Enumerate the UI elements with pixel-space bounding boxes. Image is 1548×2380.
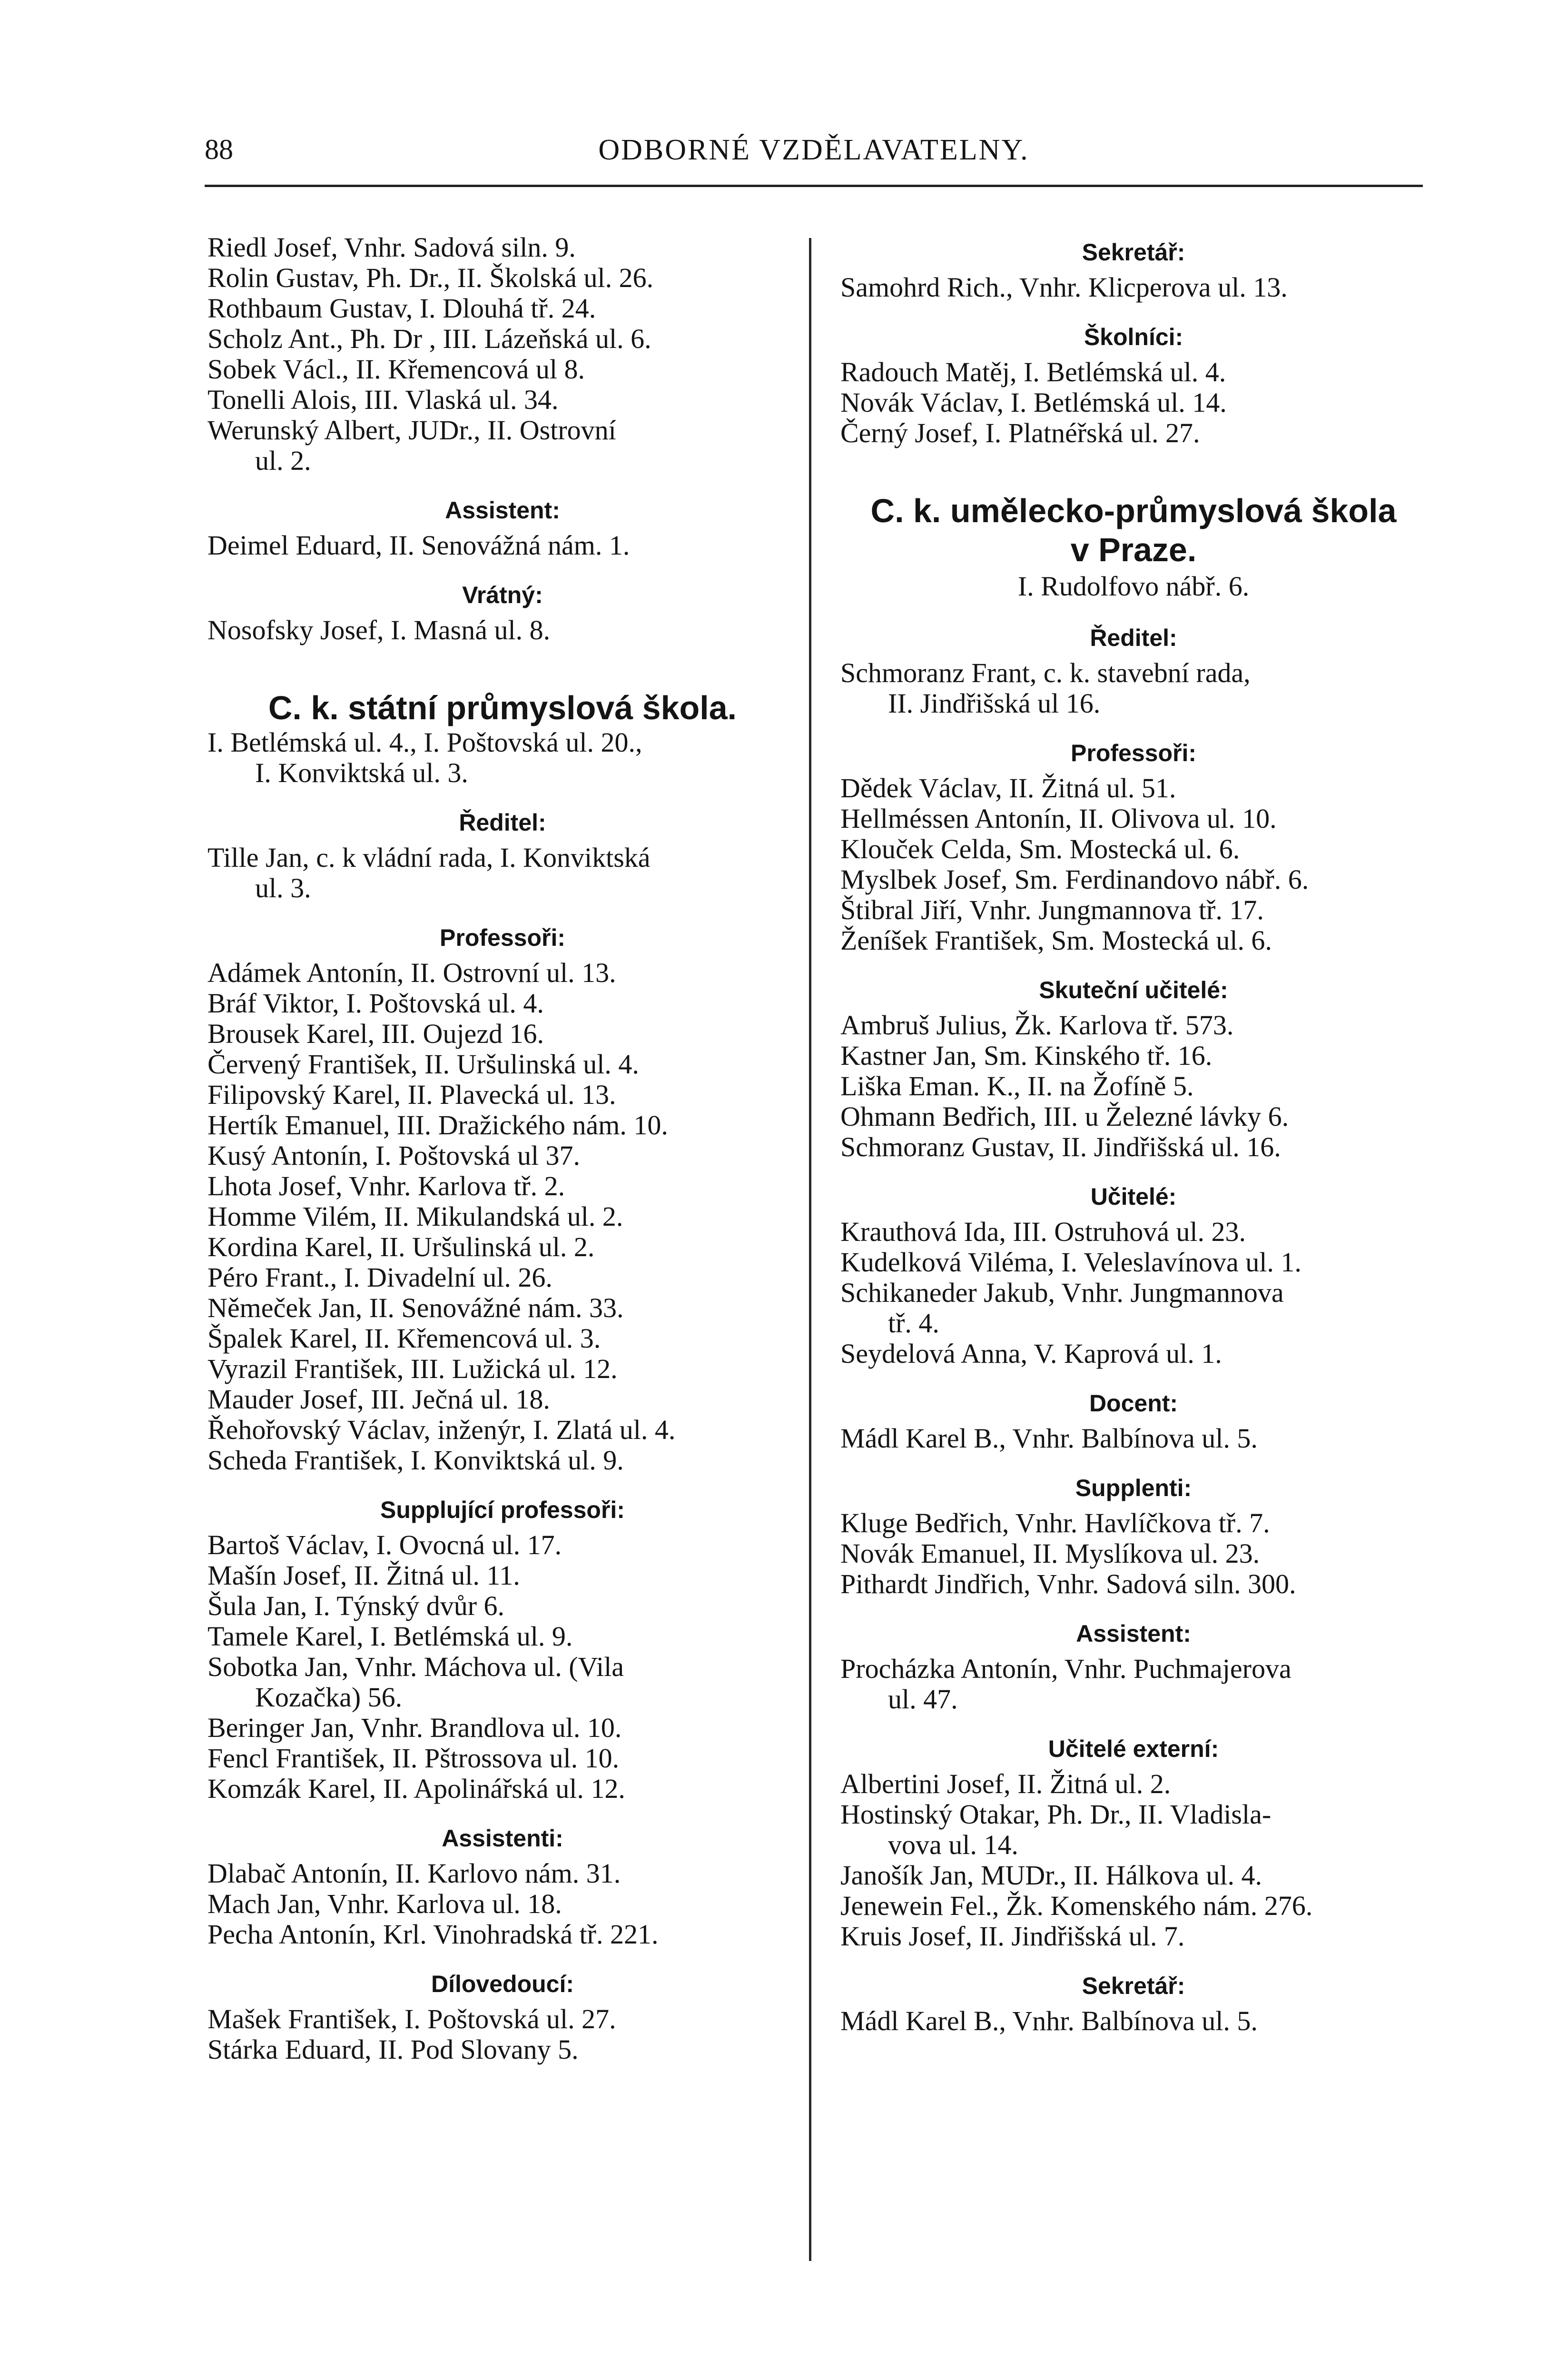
directory-entry: Černý Josef, I. Platnéřská ul. 27.	[840, 417, 1200, 448]
running-title: ODBORNÉ VZDĚLAVATELNY.	[598, 134, 1029, 166]
column-divider	[809, 238, 811, 2261]
directory-entry: Sobek Václ., II. Křemencová ul 8.	[207, 354, 585, 385]
directory-entry: Červený František, II. Uršulinská ul. 4.	[207, 1049, 639, 1080]
section-heading: Vrátný:	[462, 582, 543, 608]
directory-entry: Procházka Antonín, Vnhr. Puchmajerova	[840, 1653, 1292, 1684]
directory-entry: Tille Jan, c. k vládní rada, I. Konviktská	[207, 842, 651, 873]
right-column	[840, 232, 1427, 2036]
directory-entry: Péro Frant., I. Divadelní ul. 26.	[207, 1262, 552, 1293]
directory-entry: Mauder Josef, III. Ječná ul. 18.	[207, 1384, 550, 1415]
directory-entry: I. Betlémská ul. 4., I. Poštovská ul. 20.,	[207, 727, 642, 758]
directory-entry: Mach Jan, Vnhr. Karlova ul. 18.	[207, 1888, 562, 1919]
directory-entry: Schmoranz Frant, c. k. stavební rada,	[840, 657, 1251, 688]
directory-entry: Stárka Eduard, II. Pod Slovany 5.	[207, 2034, 579, 2065]
section-heading: Docent:	[1089, 1390, 1178, 1417]
directory-entry: Werunský Albert, JUDr., II. Ostrovní	[207, 415, 616, 446]
entry-continuation: tř. 4.	[888, 1308, 939, 1339]
directory-entry: Liška Eman. K., II. na Žofíně 5.	[840, 1071, 1194, 1101]
directory-entry: Novák Václav, I. Betlémská ul. 14.	[840, 387, 1227, 418]
directory-entry: Bráf Viktor, I. Poštovská ul. 4.	[207, 988, 544, 1019]
directory-entry: Radouch Matěj, I. Betlémská ul. 4.	[840, 357, 1226, 387]
directory-entry: Ohmann Bedřich, III. u Železné lávky 6.	[840, 1101, 1289, 1132]
section-heading: Supplující professoři:	[380, 1497, 625, 1523]
directory-entry: Pecha Antonín, Krl. Vinohradská tř. 221.	[207, 1919, 659, 1950]
directory-entry: Brousek Karel, III. Oujezd 16.	[207, 1018, 544, 1049]
section-heading: Učitelé:	[1090, 1183, 1177, 1210]
section-heading: Dílovedoucí:	[431, 1971, 574, 1997]
directory-entry: Kruis Josef, II. Jindřišská ul. 7.	[840, 1921, 1185, 1952]
directory-entry: Kordina Karel, II. Uršulinská ul. 2.	[207, 1231, 595, 1262]
directory-entry: Kluge Bedřich, Vnhr. Havlíčkova tř. 7.	[840, 1507, 1270, 1538]
directory-entry: Klouček Celda, Sm. Mostecká ul. 6.	[840, 833, 1240, 864]
directory-entry: Seydelová Anna, V. Kaprová ul. 1.	[840, 1338, 1222, 1369]
page-number: 88	[205, 134, 233, 165]
entry-continuation: ul. 2.	[255, 445, 311, 476]
directory-entry: Hellméssen Antonín, II. Olivova ul. 10.	[840, 803, 1277, 834]
school-address: I. Rudolfovo nábř. 6.	[1017, 571, 1250, 602]
directory-entry: Deimel Eduard, II. Senovážná nám. 1.	[207, 530, 630, 561]
directory-entry: Jenewein Fel., Žk. Komenského nám. 276.	[840, 1890, 1313, 1921]
page-header	[205, 133, 1423, 171]
directory-entry: Beringer Jan, Vnhr. Brandlova ul. 10.	[207, 1712, 622, 1743]
directory-entry: Novák Emanuel, II. Myslíkova ul. 23.	[840, 1538, 1260, 1569]
directory-entry: Rothbaum Gustav, I. Dlouhá tř. 24.	[207, 293, 596, 324]
directory-entry: Mašek František, I. Poštovská ul. 27.	[207, 2003, 616, 2034]
directory-entry: Nosofsky Josef, I. Masná ul. 8.	[207, 615, 551, 645]
directory-entry: Dlabač Antonín, II. Karlovo nám. 31.	[207, 1858, 621, 1889]
directory-entry: Hertík Emanuel, III. Dražického nám. 10.	[207, 1110, 668, 1140]
section-heading: Assistent:	[445, 497, 560, 524]
directory-entry: Řehořovský Václav, inženýr, I. Zlatá ul. 4.	[207, 1414, 676, 1445]
directory-entry: Ženíšek František, Sm. Mostecká ul. 6.	[840, 925, 1272, 956]
directory-entry: Myslbek Josef, Sm. Ferdinandovo nábř. 6.	[840, 864, 1309, 895]
directory-entry: Mádl Karel B., Vnhr. Balbínova ul. 5.	[840, 1423, 1258, 1454]
directory-entry: Homme Vilém, II. Mikulandská ul. 2.	[207, 1201, 623, 1232]
entry-continuation: I. Konviktská ul. 3.	[255, 757, 468, 788]
directory-entry: Riedl Josef, Vnhr. Sadová siln. 9.	[207, 232, 576, 263]
school-title: C. k. státní průmyslová škola.	[268, 689, 737, 726]
section-heading: Školníci:	[1084, 324, 1183, 350]
directory-entry: Kudelková Viléma, I. Veleslavínova ul. 1.	[840, 1247, 1302, 1278]
section-heading: Sekretář:	[1082, 1973, 1185, 1999]
entry-continuation: II. Jindřišská ul 16.	[888, 688, 1101, 719]
directory-entry: Tonelli Alois, III. Vlaská ul. 34.	[207, 384, 559, 415]
section-heading: Professoři:	[440, 924, 565, 951]
entry-continuation: ul. 47.	[888, 1684, 958, 1715]
directory-entry: Pithardt Jindřich, Vnhr. Sadová siln. 300.	[840, 1568, 1296, 1599]
section-heading: Ředitel:	[1090, 625, 1177, 651]
section-heading: Ředitel:	[459, 809, 546, 836]
directory-entry: Komzák Karel, II. Apolinářská ul. 12.	[207, 1773, 625, 1804]
section-heading: Assistenti:	[442, 1825, 563, 1852]
section-heading: Professoři:	[1071, 740, 1196, 766]
section-heading: Sekretář:	[1082, 239, 1185, 266]
directory-entry: Tamele Karel, I. Betlémská ul. 9.	[207, 1621, 573, 1652]
directory-entry: Lhota Josef, Vnhr. Karlova tř. 2.	[207, 1170, 565, 1201]
entry-continuation: vova ul. 14.	[888, 1829, 1018, 1860]
directory-entry: Adámek Antonín, II. Ostrovní ul. 13.	[207, 957, 616, 988]
directory-entry: Albertini Josef, II. Žitná ul. 2.	[840, 1768, 1171, 1799]
directory-entry: Janošík Jan, MUDr., II. Hálkova ul. 4.	[840, 1860, 1262, 1891]
directory-entry: Filipovský Karel, II. Plavecká ul. 13.	[207, 1079, 616, 1110]
directory-entry: Sobotka Jan, Vnhr. Máchova ul. (Vila	[207, 1651, 624, 1682]
section-heading: Učitelé externí:	[1048, 1735, 1219, 1762]
directory-entry: Hostinský Otakar, Ph. Dr., II. Vladisla-	[840, 1799, 1272, 1830]
entry-continuation: ul. 3.	[255, 873, 311, 903]
header-rule	[205, 185, 1423, 187]
directory-entry: Kastner Jan, Sm. Kinského tř. 16.	[840, 1040, 1213, 1071]
directory-entry: Kusý Antonín, I. Poštovská ul 37.	[207, 1140, 581, 1171]
school-title: C. k. umělecko-průmyslová škola	[870, 492, 1397, 529]
directory-entry: Bartoš Václav, I. Ovocná ul. 17.	[207, 1529, 562, 1560]
directory-entry: Ambruš Julius, Žk. Karlova tř. 573.	[840, 1010, 1234, 1041]
directory-entry: Krauthová Ida, III. Ostruhová ul. 23.	[840, 1216, 1246, 1247]
directory-entry: Špalek Karel, II. Křemencová ul. 3.	[207, 1323, 601, 1354]
directory-entry: Mádl Karel B., Vnhr. Balbínova ul. 5.	[840, 2005, 1258, 2036]
directory-entry: Dědek Václav, II. Žitná ul. 51.	[840, 773, 1176, 803]
directory-entry: Schmoranz Gustav, II. Jindřišská ul. 16.	[840, 1131, 1281, 1162]
section-heading: Supplenti:	[1075, 1475, 1192, 1501]
directory-entry: Scholz Ant., Ph. Dr , III. Lázeňská ul. 6.	[207, 323, 651, 354]
section-heading: Assistent:	[1076, 1620, 1191, 1647]
directory-entry: Rolin Gustav, Ph. Dr., II. Školská ul. 26.	[207, 262, 654, 293]
directory-entry: Mašín Josef, II. Žitná ul. 11.	[207, 1560, 520, 1591]
directory-entry: Němeček Jan, II. Senovážné nám. 33.	[207, 1292, 624, 1323]
left-column	[207, 232, 798, 2065]
directory-entry: Fencl František, II. Pštrossova ul. 10.	[207, 1743, 620, 1774]
directory-entry: Scheda František, I. Konviktská ul. 9.	[207, 1445, 624, 1476]
directory-entry: Schikaneder Jakub, Vnhr. Jungmannova	[840, 1277, 1284, 1308]
directory-entry: Štibral Jiří, Vnhr. Jungmannova tř. 17.	[840, 894, 1264, 925]
section-heading: Skuteční učitelé:	[1039, 977, 1228, 1003]
school-title: v Praze.	[1070, 531, 1197, 568]
directory-entry: Samohrd Rich., Vnhr. Klicperova ul. 13.	[840, 272, 1288, 303]
entry-continuation: Kozačka) 56.	[255, 1682, 403, 1713]
directory-entry: Vyrazil František, III. Lužická ul. 12.	[207, 1353, 618, 1384]
directory-entry: Šula Jan, I. Týnský dvůr 6.	[207, 1590, 505, 1621]
